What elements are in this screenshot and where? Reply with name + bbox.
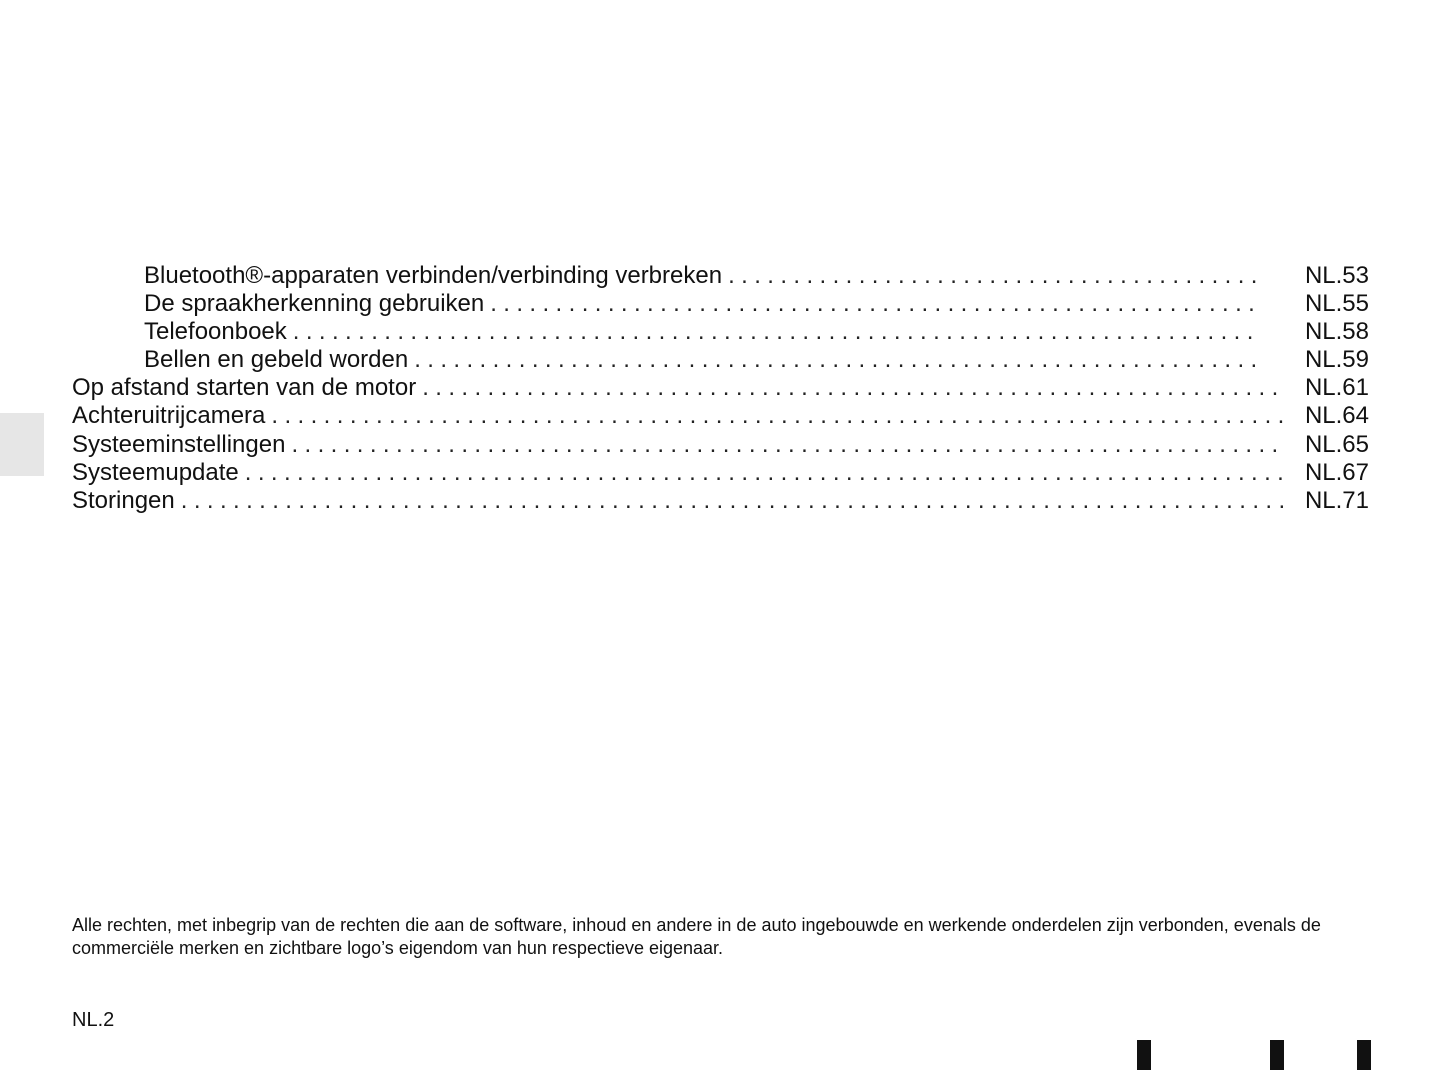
toc-entry-page: NL.64 [1304,402,1369,430]
toc-entry-title: Systeeminstellingen [72,431,291,459]
dot-leader [245,459,1285,487]
dot-leader [422,374,1285,402]
toc-entry-title: Bellen en gebeld worden [144,346,414,374]
dot-leader [728,262,1256,290]
dot-leader [271,402,1285,430]
toc-entry-page: NL.65 [1304,430,1369,458]
toc-entry-title: Bluetooth®-apparaten verbinden/verbinding verbreken [144,262,728,290]
page-number: NL.2 [72,1009,115,1031]
toc-entry-title: Storingen [72,487,181,515]
toc-entry-page: NL.55 [1304,290,1369,318]
chapter-side-tab [0,413,44,476]
dot-leader [291,431,1285,459]
toc-entry-page: NL.71 [1304,486,1369,514]
print-registration-mark [1357,1040,1371,1070]
toc-entry[interactable] [72,374,1369,402]
toc-entry-page: NL.67 [1304,458,1369,486]
print-registration-mark [1137,1040,1151,1070]
print-registration-mark [1270,1040,1284,1070]
dot-leader [490,290,1256,318]
dot-leader [181,487,1285,515]
toc-entry[interactable] [72,346,1369,374]
toc-entry-title: De spraakherkenning gebruiken [144,290,490,318]
dot-leader [414,346,1256,374]
toc-entry[interactable] [72,459,1369,487]
toc-entry-title: Telefoonboek [144,318,293,346]
toc-entry-page: NL.53 [1304,262,1369,289]
toc-entry[interactable] [72,431,1369,459]
toc-entry-title: Op afstand starten van de motor [72,374,422,402]
toc-entry[interactable] [72,262,1369,290]
toc-entry-page: NL.58 [1304,318,1369,346]
dot-leader [293,318,1256,346]
toc-entry-page: NL.59 [1304,346,1369,374]
toc-entry[interactable] [72,290,1369,318]
toc-entry[interactable] [72,318,1369,346]
toc-entry-page: NL.61 [1304,374,1369,402]
toc-entry-title: Achteruitrijcamera [72,402,271,430]
toc-entry[interactable] [72,487,1369,515]
toc-entry[interactable] [72,402,1369,430]
toc-entry-title: Systeemupdate [72,459,245,487]
table-of-contents [72,262,1369,515]
copyright-notice: Alle rechten, met inbegrip van de rechten die aan de software, inhoud en andere in de auto ingebouwde en werkende onderdelen zijn verbonden, evenals de commerciële merken en zichtbare logo’s eigendom van hun respectieve eigenaar. [72,915,1321,958]
